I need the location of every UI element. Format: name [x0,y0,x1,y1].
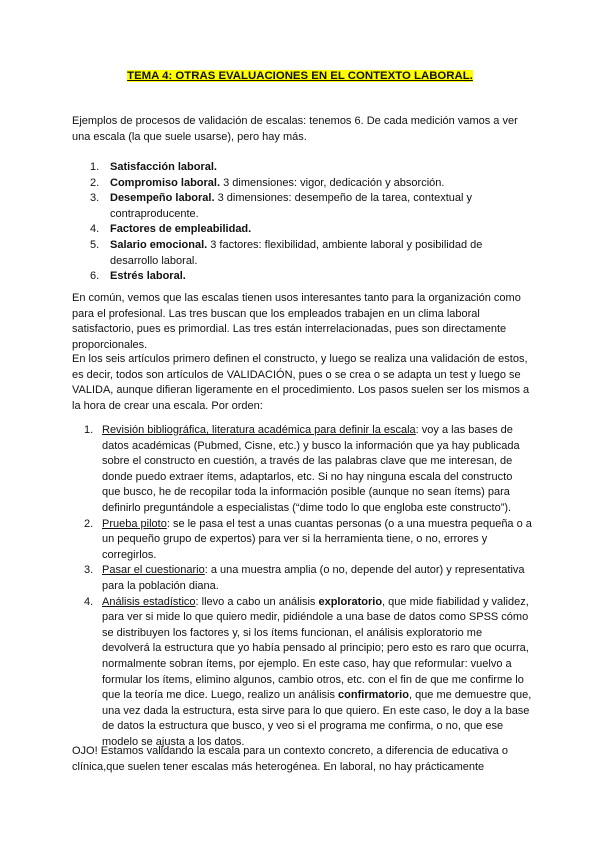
list-item: 3. Desempeño laboral. 3 dimensiones: desempeño de la tarea, contextual y contraproducente. [90,192,472,220]
list-item: 1. Revisión bibliográfica, literatura académica para definir la escala: voy a las bases de datos académicas (Pubmed, Cisne, etc.) y busco la información que ya hay publicada sobre el constructo en cuestión, a través de las palabras clave que me interesan, de donde puedo extraer ítems, adaptarlos, etc. Si no hay ninguna escala del constructo que busco, he de recopilar toda la información posible (aunque no sean ítems) para definirlo preguntándole a especialistas (“dime todo lo que engloba este constructo”). [84,424,520,514]
list-item: 3. Pasar el cuestionario: a una muestra amplia (o no, depende del autor) y representativa para la población diana. [84,564,525,592]
page-title [0,70,600,82]
list-item: 2. Compromiso laboral. 3 dimensiones: vigor, dedicación y absorción. [90,176,445,189]
list-item: 5. Salario emocional. 3 factores: flexibilidad, ambiente laboral y posibilidad de desarrollo laboral. [90,238,483,267]
scales-list [72,160,522,285]
list-item: 4. Análisis estadístico: llevo a cabo un análisis exploratorio, que mide fiabilidad y validez, para ver si mide lo que quiero medir, pidiéndole a una base de datos como SPSS cómo se distribuyen los factores y, si los ítems funcionan, el análisis exploratorio me devolverá la estructura que yo había pensado al principio; pero esto es raro que ocurra, normalmente sobran ítems, por ejemplo. En este caso, hay que reformular: vuelvo a formular los ítems, elimino algunos, cambio otros, etc. con el fin de que me confirme lo que la teoría me dice. Luego, realizo un análisis confirmatorio, que me demuestre que, una vez dada la estructura, esta sirve para lo que quiero. En este caso, le doy a la base de datos la estructura que busco, y veo si el programa me confirma, o no, que ese modelo se ajusta a los datos. [84,595,532,748]
intro-paragraph: Ejemplos de procesos de validación de escalas: tenemos 6. De cada medición vamos a ver una escala (la que suele usarse), pero hay más. [72,115,518,143]
paragraph-common-uses: En común, vemos que las escalas tienen usos interesantes tanto para la organización como para el profesional. Las tres buscan que los empleados trabajen en un clima laboral satisfactorio, pues es primordial. Las tres están interrelacionadas, pues son directamente proporcionales. [72,292,521,351]
steps-list [72,423,532,750]
paragraph-validation: En los seis artículos primero definen el constructo, y luego se realiza una validación de estos, es decir, todos son artículos de VALIDACIÓN, pues o se crea o se adapta un test y luego se VALIDA, aunque difieran ligeramente en el procedimiento. Los pasos suelen ser los mismos a la hora de crear una escala. Por orden: [72,353,530,412]
highlighted-title: TEMA 4: OTRAS EVALUACIONES EN EL CONTEXTO LABORAL. [127,70,473,82]
list-item: 4. Factores de empleabilidad. [90,223,252,236]
list-item: 6. Estrés laboral. [90,270,186,283]
ojo-paragraph: OJO! Estamos validando la escala para un contexto concreto, a diferencia de educativa o clínica,que suelen tener escalas más heterogénea. En laboral, no hay prácticamente [72,745,508,773]
list-item: 1. Satisfacción laboral. [90,161,217,173]
list-item: 2. Prueba piloto: se le pasa el test a unas cuantas personas (o a una muestra pequeña o a un pequeño grupo de expertos) para ver si la herramienta tiene, o no, errores y corregirlos. [84,517,532,561]
